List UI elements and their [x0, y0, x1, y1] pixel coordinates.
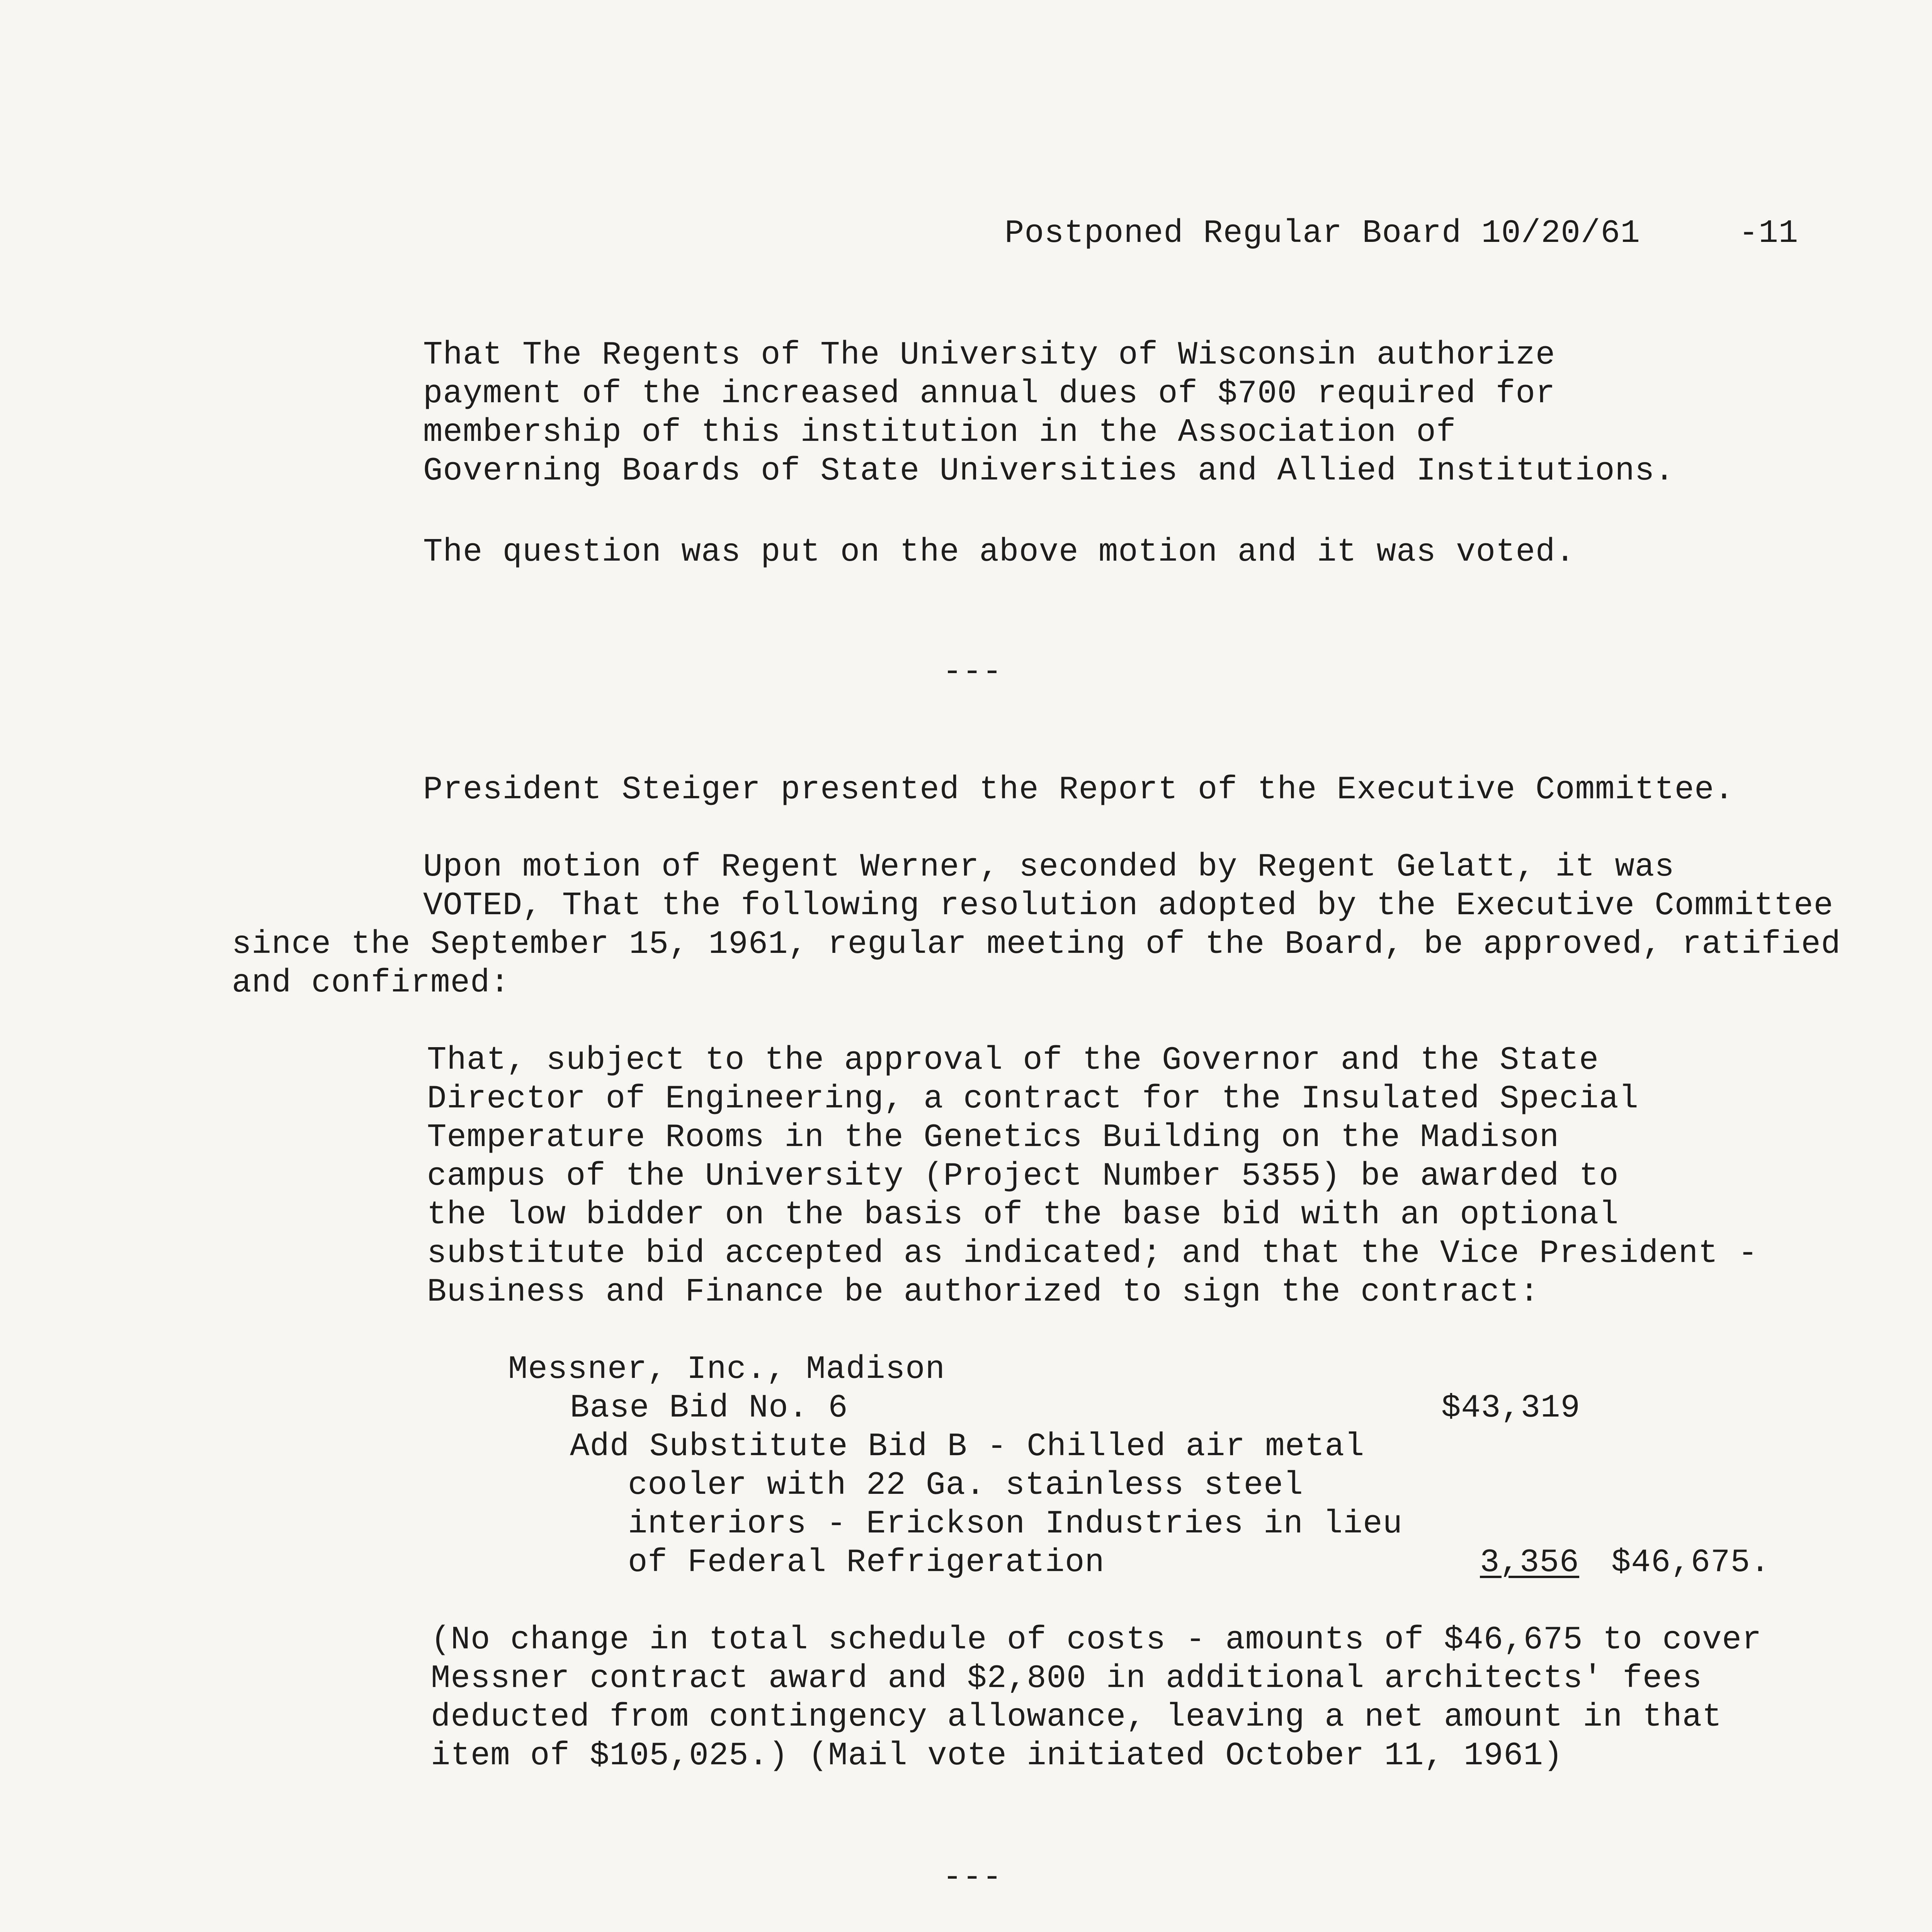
dues-line-1: That The Regents of The University of Wisconsin authorize [423, 337, 1556, 374]
dues-line-3: membership of this institution in the Association of [423, 414, 1456, 451]
cost-note-line-1: (No change in total schedule of costs - amounts of $46,675 to cover [431, 1622, 1762, 1658]
contract-line-5: the low bidder on the basis of the base bid with an optional [427, 1197, 1619, 1233]
motion-line-4: and confirmed: [232, 965, 510, 1002]
motion-line-3: since the September 15, 1961, regular meeting of the Board, be approved, ratified [232, 926, 1841, 963]
contract-line-7: Business and Finance be authorized to sign the contract: [427, 1274, 1539, 1311]
dues-line-2: payment of the increased annual dues of $700 required for [423, 376, 1556, 412]
substitute-line-3: interiors - Erickson Industries in lieu [628, 1506, 1403, 1543]
contract-line-2: Director of Engineering, a contract for the Insulated Special [427, 1081, 1639, 1117]
exec-report-intro: President Steiger presented the Report of the Executive Committee. [423, 772, 1734, 808]
contractor-name: Messner, Inc., Madison [508, 1351, 945, 1388]
base-bid-amount: $43,319 [1441, 1390, 1580, 1427]
motion-line-1: Upon motion of Regent Werner, seconded by Regent Gelatt, it was [423, 849, 1675, 886]
running-title: Postponed Regular Board 10/20/61 [1005, 215, 1641, 252]
substitute-line-4: of Federal Refrigeration [628, 1544, 1105, 1581]
motion-line-2: VOTED, That the following resolution adopted by the Executive Committee [423, 888, 1833, 924]
substitute-line-2: cooler with 22 Ga. stainless steel [628, 1467, 1303, 1504]
cost-note-line-3: deducted from contingency allowance, leaving a net amount in that [431, 1699, 1722, 1736]
contract-line-3: Temperature Rooms in the Genetics Building on the Madison [427, 1119, 1560, 1156]
section-separator: --- [942, 654, 1002, 690]
cost-note-line-2: Messner contract award and $2,800 in additional architects' fees [431, 1660, 1702, 1697]
substitute-line-1: Add Substitute Bid B - Chilled air metal [570, 1429, 1365, 1465]
total-amount: $46,675. [1611, 1544, 1770, 1581]
cost-note-line-4: item of $105,025.) (Mail vote initiated October 11, 1961) [431, 1738, 1563, 1774]
contract-line-1: That, subject to the approval of the Governor and the State [427, 1042, 1599, 1079]
section-separator-2: --- [942, 1859, 1002, 1896]
contract-line-6: substitute bid accepted as indicated; and that the Vice President - [427, 1235, 1758, 1272]
substitute-amount: 3,356 [1480, 1544, 1580, 1581]
contract-line-4: campus of the University (Project Number 5355) be awarded to [427, 1158, 1619, 1195]
base-bid-label: Base Bid No. 6 [570, 1390, 848, 1427]
vote-statement: The question was put on the above motion and it was voted. [423, 534, 1575, 571]
dues-line-4: Governing Boards of State Universities and Allied Institutions. [423, 453, 1675, 490]
page-marker: -11 [1739, 215, 1799, 252]
